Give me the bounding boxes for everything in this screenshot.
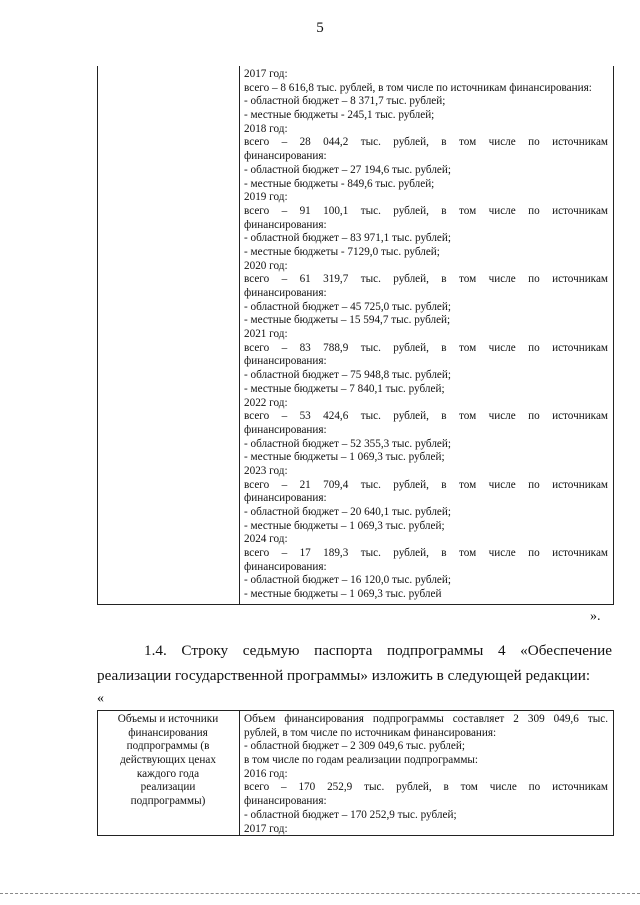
heading-line: финансирования <box>128 726 208 739</box>
text-line: финансирования: <box>244 355 327 368</box>
text-line: всего – 83 788,9 тыс. рублей, в том числе по источникам <box>244 341 608 354</box>
text-line: финансирования: <box>244 423 327 436</box>
text-line: - областной бюджет – 8 371,7 тыс. рублей; <box>244 95 446 108</box>
text-line: финансирования: <box>244 287 327 299</box>
heading-line: действующих ценах <box>120 754 216 767</box>
text-line: - областной бюджет – 45 725,0 тыс. рублей; <box>244 300 451 313</box>
funding-table-new <box>97 710 614 836</box>
heading-line: реализации <box>140 781 196 794</box>
text-line: - местные бюджеты – 7 840,1 тыс. рублей; <box>244 382 445 395</box>
text-line: - областной бюджет – 75 948,8 тыс. рублей; <box>244 369 451 382</box>
heading-line: подпрограммы) <box>130 795 206 808</box>
text-line: - областной бюджет – 52 355,3 тыс. рублей; <box>244 437 451 450</box>
text-line: - местные бюджеты - 245,1 тыс. рублей; <box>244 109 435 122</box>
amendment-paragraph-line-2: реализации государственной программы» изложить в следующей редакции: <box>97 667 591 684</box>
page-bottom-rule <box>0 893 640 894</box>
text-line: - местные бюджеты - 849,6 тыс. рублей; <box>244 177 435 190</box>
text-line: - областной бюджет – 20 640,1 тыс. рублей; <box>244 506 451 518</box>
text-line: - местные бюджеты – 1 069,3 тыс. рублей <box>244 588 442 601</box>
table-column-divider <box>239 66 240 604</box>
text-line: всего – 61 319,7 тыс. рублей, в том числе по источникам <box>244 273 608 286</box>
amendment-text: 1.4. Строку седьмую паспорта подпрограммы 4 «Обеспечение <box>144 642 612 659</box>
text-line: - местные бюджеты – 15 594,7 тыс. рублей; <box>244 314 451 327</box>
funding-heading-cell <box>101 713 235 809</box>
amendment-paragraph-line-1 <box>97 641 612 661</box>
table-column-divider <box>239 711 240 835</box>
page-number: 5 <box>316 20 324 36</box>
funding-table-continued <box>97 66 614 605</box>
text-line: - местные бюджеты – 1 069,3 тыс. рублей; <box>244 451 445 464</box>
text-line: в том числе по годам реализации подпрограммы: <box>244 754 479 767</box>
heading-line: подпрограммы (в <box>126 740 210 753</box>
text-line: 2021 год: <box>244 328 288 341</box>
text-line: финансирования: <box>244 218 327 231</box>
closing-quote: ». <box>590 609 601 624</box>
text-line: финансирования: <box>244 492 327 505</box>
text-line: 2017 год: <box>244 822 288 835</box>
text-line: - областной бюджет – 27 194,6 тыс. рублей; <box>244 163 451 176</box>
text-line: всего – 8 616,8 тыс. рублей, в том числе по источникам финансирования: <box>244 81 592 94</box>
text-line: - областной бюджет – 16 120,0 тыс. рублей; <box>244 574 451 587</box>
text-line: - местные бюджеты - 7129,0 тыс. рублей; <box>244 245 440 258</box>
text-line: 2020 год: <box>244 259 288 272</box>
heading-line: каждого года <box>136 767 200 780</box>
text-line: - областной бюджет – 2 309 049,6 тыс. рублей; <box>244 740 465 753</box>
text-line: 2016 год: <box>244 767 288 780</box>
text-line: 2019 год: <box>244 191 288 204</box>
text-line: - областной бюджет – 170 252,9 тыс. рублей; <box>244 808 457 821</box>
funding-details-cell <box>244 68 608 602</box>
text-line: всего – 91 100,1 тыс. рублей, в том числе по источникам <box>244 204 608 217</box>
text-line: 2022 год: <box>244 396 288 409</box>
opening-quote: « <box>97 691 104 706</box>
text-line: всего – 170 252,9 тыс. рублей, в том числе по источникам <box>244 781 608 794</box>
text-line: всего – 28 044,2 тыс. рублей, в том числе по источникам <box>244 136 608 149</box>
text-line: финансирования: <box>244 560 327 573</box>
text-line: рублей, в том числе по источникам финансирования: <box>244 726 497 739</box>
text-line: 2018 год: <box>244 122 288 135</box>
text-line: - местные бюджеты – 1 069,3 тыс. рублей; <box>244 519 445 532</box>
funding-details-cell <box>244 713 608 836</box>
text-line: всего – 17 189,3 тыс. рублей, в том числе по источникам <box>244 547 608 560</box>
text-line: Объем финансирования подпрограммы составляет 2 309 049,6 тыс. <box>244 713 608 725</box>
text-line: финансирования: <box>244 150 327 163</box>
heading-line: Объемы и источники <box>117 713 219 725</box>
text-line: 2017 год: <box>244 68 288 80</box>
text-line: всего – 53 424,6 тыс. рублей, в том числе по источникам <box>244 410 608 423</box>
text-line: финансирования: <box>244 795 327 808</box>
text-line: - областной бюджет – 83 971,1 тыс. рублей; <box>244 232 451 245</box>
text-line: всего – 21 709,4 тыс. рублей, в том числе по источникам <box>244 478 608 491</box>
text-line: 2024 год: <box>244 533 288 546</box>
text-line: 2023 год: <box>244 464 288 477</box>
